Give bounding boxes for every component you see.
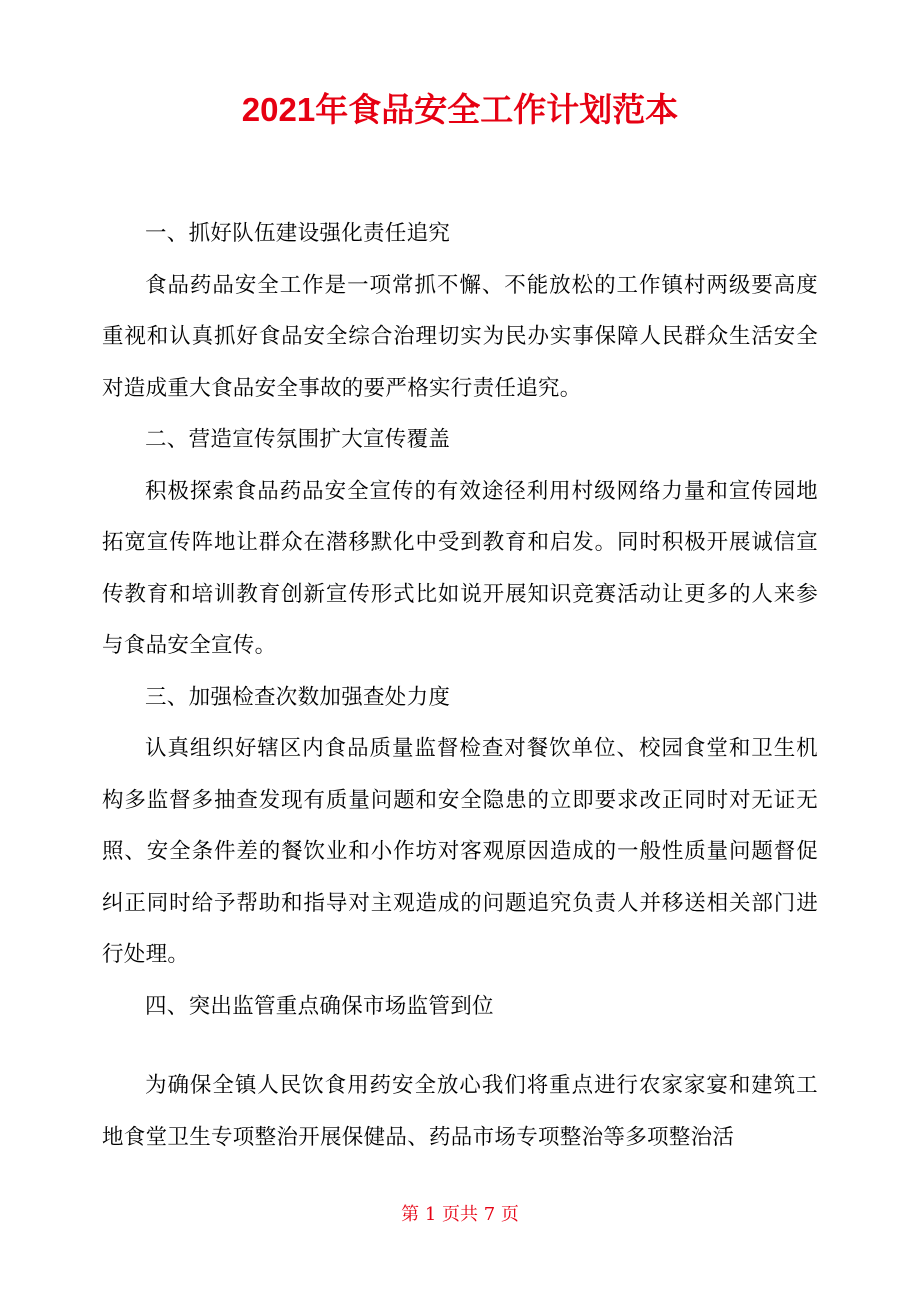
paragraph-spacer — [102, 1032, 818, 1060]
body-paragraph-1: 食品药品安全工作是一项常抓不懈、不能放松的工作镇村两级要高度重视和认真抓好食品安全综合治理切实为民办实事保障人民群众生活安全对造成重大食品安全事故的要严格实行责任追究。 — [102, 272, 818, 401]
body-paragraph-2: 积极探索食品药品安全宣传的有效途径利用村级网络力量和宣传园地拓宽宣传阵地让群众在潜移默化中受到教育和启发。同时积极开展诚信宣传教育和培训教育创新宣传形式比如说开展知识竞赛活动让更多的人来参与食品安全宣传。 — [102, 478, 818, 658]
section-heading-3: 三、加强检查次数加强查处力度 — [145, 684, 451, 710]
page-number-footer: 第 1 页共 7 页 — [401, 1204, 519, 1225]
section-heading-4: 四、突出监管重点确保市场监管到位 — [145, 993, 494, 1019]
body-paragraph-3: 认真组织好辖区内食品质量监督检查对餐饮单位、校园食堂和卫生机构多监督多抽查发现有质量问题和安全隐患的立即要求改正同时对无证无照、安全条件差的餐饮业和小作坊对客观原因造成的一般性质量问题督促纠正同时给予帮助和指导对主观造成的问题追究负责人并移送相关部门进行处理。 — [102, 736, 818, 967]
document-title: 2021年食品安全工作计划范本 — [241, 91, 679, 128]
document-body — [102, 208, 818, 1163]
section-heading-1: 一、抓好队伍建设强化责任追究 — [145, 221, 451, 246]
section-heading-2: 二、营造宣传氛围扩大宣传覆盖 — [145, 427, 451, 452]
body-paragraph-4: 为确保全镇人民饮食用药安全放心我们将重点进行农家家宴和建筑工地食堂卫生专项整治开展保健品、药品市场专项整治等多项整治活 — [102, 1073, 818, 1150]
